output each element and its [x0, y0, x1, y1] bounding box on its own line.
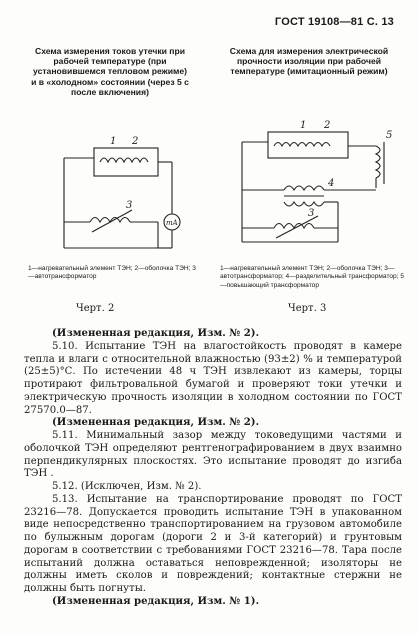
mark-2: 2 — [324, 120, 331, 131]
page-header: ГОСТ 19108—81 С. 13 — [274, 16, 394, 28]
sheath-box — [268, 132, 348, 158]
autotransformer-coil — [90, 218, 130, 223]
mark-3: 3 — [308, 208, 315, 219]
paragraph-5-13: 5.13. Испытание на транспортирование проводят по ГОСТ 23216—78. Допускается проводить испытание ТЭН в упакованном виде непосредственно транспортированием на грузовом автомобиле по булыжным дорогам (дороги 2 и 3-й категорий) и грунтовым дорогам в соответствии с требованиями ГОСТ 23216—78. Тара после испытаний должна оставаться неповрежденной; изоляторы не должны иметь сколов и повреждений; контактные стержни не должны быть погнуты. — [24, 493, 402, 594]
figure-right-legend: 1—нагревательный элемент ТЭН; 2—оболочка ТЭН; 3—автотрансформатор; 4—разделительный трансформатор; 5—повышающий трансформатор — [220, 265, 405, 289]
figure-left-caption: Схема измерения токов утечки при рабочей температуре (при установившемся тепловом режиме) и в «холодном» состоянии (через 5 с после включения) — [31, 46, 189, 97]
revision-note: (Измененная редакция, Изм. № 2). — [52, 417, 260, 429]
figure-right-caption: Схема для измерения электрической прочности изоляции при рабочей температуре (имитационный режим) — [229, 46, 389, 77]
mark-1: 1 — [300, 120, 307, 131]
sheath-box — [94, 148, 158, 176]
autotransformer-arrow — [92, 210, 132, 232]
mark-1: 1 — [110, 136, 117, 147]
mark-2: 2 — [132, 136, 139, 147]
document-body — [24, 328, 402, 609]
mark-3: 3 — [126, 200, 133, 211]
stepup-transformer-coil — [376, 146, 380, 178]
mark-ma: mA — [166, 219, 178, 227]
heating-coil — [274, 143, 330, 147]
paragraph-5-12: 5.12. (Исключен, Изм. № 2). — [52, 481, 202, 492]
figure-left-legend: 1—нагревательный элемент ТЭН; 2—оболочка ТЭН; 3—автотрансформатор — [28, 265, 196, 281]
autotransformer-arrow — [276, 216, 318, 238]
isolation-transformer-coil — [284, 186, 324, 190]
isolation-transformer-coil — [284, 202, 324, 206]
paragraph-5-11: 5.11. Минимальный зазор между токоведущими частями и оболочкой ТЭН определяют рентгенографированием в двух взаимно перпендикулярных плоскостях. Это испытание проводят до изгиба ТЭН . — [24, 430, 402, 480]
revision-note: (Измененная редакция, Изм. № 2). — [52, 328, 260, 339]
mark-4: 4 — [328, 178, 335, 189]
revision-note: (Измененная редакция, Изм. № 1). — [52, 595, 260, 607]
paragraph-5-10: 5.10. Испытание ТЭН на влагостойкость проводят в камере тепла и влаги с относительной влажностью (93±2) % и температурой (25±5)°С. По истечении 48 ч ТЭН извлекают из камеры, торцы протирают фильтровальной бумагой и проверяют токи утечки и электрическую прочность изоляции в холодном состоянии по ГОСТ 27570.0—87. — [24, 340, 402, 416]
autotransformer-coil — [274, 224, 314, 229]
figure-right-diagram — [228, 112, 398, 268]
figure-left-diagram — [40, 118, 200, 268]
heating-coil — [100, 158, 148, 162]
figure-right-label: Черт. 3 — [288, 303, 327, 314]
figure-left-label: Черт. 2 — [76, 303, 115, 314]
mark-5: 5 — [386, 130, 393, 141]
